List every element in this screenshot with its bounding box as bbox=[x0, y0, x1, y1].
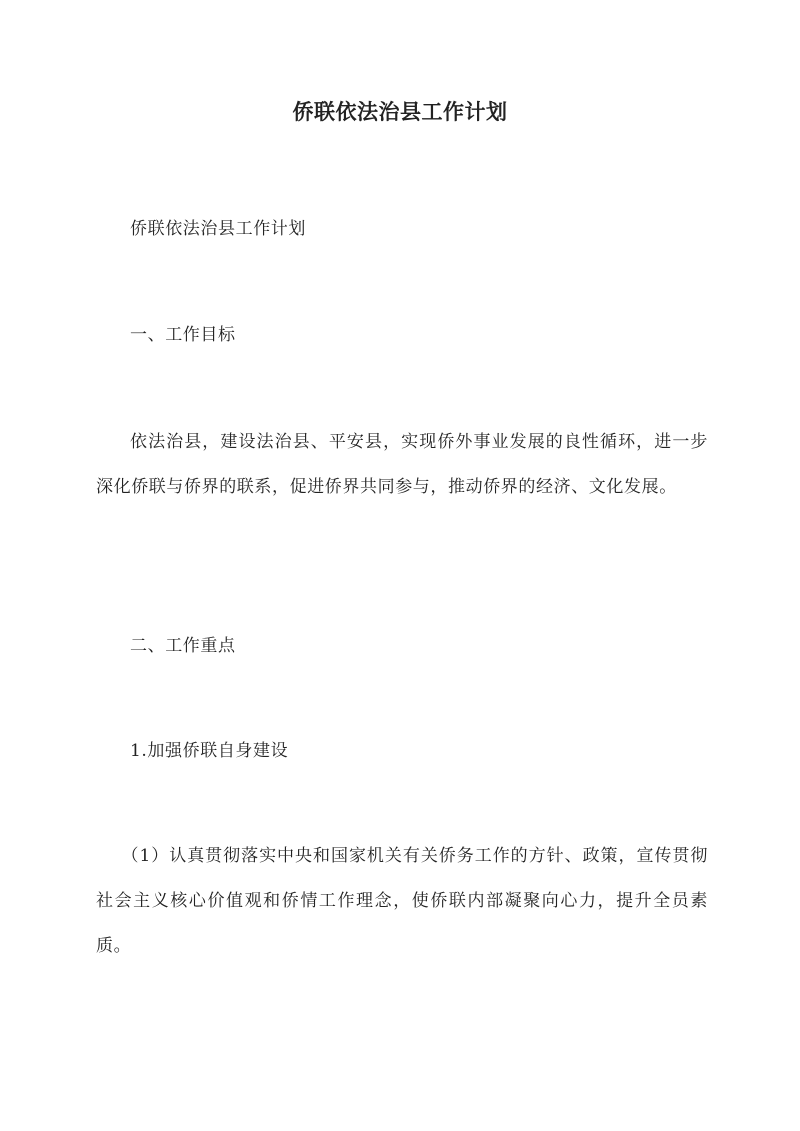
section-heading-focus: 二、工作重点 bbox=[130, 636, 236, 656]
section-heading-goals: 一、工作目标 bbox=[130, 325, 236, 345]
goals-paragraph: 依法治县，建设法治县、平安县，实现侨外事业发展的良性循环，进一步深化侨联与侨界的联系，促进侨界共同参与，推动侨界的经济、文化发展。 bbox=[96, 432, 708, 497]
subsection-heading-self-building: 1.加强侨联自身建设 bbox=[130, 741, 289, 761]
document-title: 侨联依法治县工作计划 bbox=[292, 99, 508, 124]
subtitle-paragraph: 侨联依法治县工作计划 bbox=[130, 219, 306, 239]
item-paragraph-1: （1）认真贯彻落实中央和国家机关有关侨务工作的方针、政策，宣传贯彻社会主义核心价值观和侨情工作理念，使侨联内部凝聚向心力，提升全员素质。 bbox=[96, 846, 708, 956]
